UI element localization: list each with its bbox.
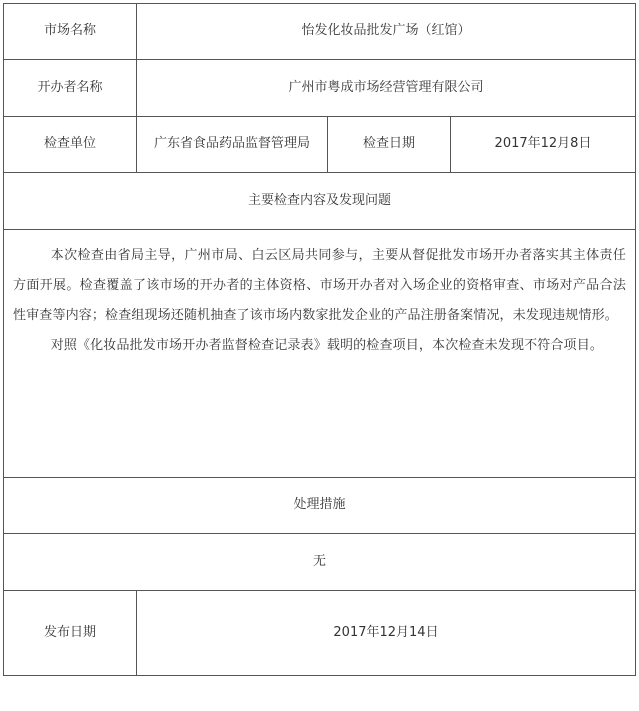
measures-value: 无 [4, 534, 636, 591]
organizer-row [4, 60, 636, 117]
inspection-date-value: 2017年12月8日 [451, 117, 636, 173]
publish-date-label: 发布日期 [4, 591, 137, 676]
publish-date-row [4, 591, 636, 676]
findings-paragraph: 对照《化妆品批发市场开办者监督检查记录表》载明的检查项目，本次检查未发现不符合项目。 [50, 338, 603, 353]
organizer-label: 开办者名称 [4, 60, 137, 117]
measures-value-row [4, 534, 636, 591]
inspection-row [4, 117, 636, 173]
findings-body [4, 230, 636, 478]
findings-heading: 主要检查内容及发现问题 [4, 173, 636, 230]
market-name-label: 市场名称 [4, 4, 137, 60]
findings-paragraph: 本次检查由省局主导，广州市局、白云区局共同参与，主要从督促批发市场开办者落实其主体责任方面开展。检查覆盖了该市场的开办者的主体资格、市场开办者对入场企业的资格审查、市场对产品合法性审查等内容；检查组现场还随机抽查了该市场内数家批发企业的产品注册备案情况，未发现违规情形。 [13, 248, 626, 323]
organizer-value: 广州市粤成市场经营管理有限公司 [137, 60, 636, 117]
measures-heading: 处理措施 [4, 478, 636, 534]
inspection-report-table [3, 3, 636, 676]
market-name-value: 怡发化妆品批发广场（红馆） [137, 4, 636, 60]
inspection-unit-label: 检查单位 [4, 117, 137, 173]
findings-heading-row [4, 173, 636, 230]
inspection-date-label: 检查日期 [328, 117, 451, 173]
publish-date-value: 2017年12月14日 [137, 591, 636, 676]
measures-heading-row [4, 478, 636, 534]
market-name-row [4, 4, 636, 60]
inspection-unit-value: 广东省食品药品监督管理局 [137, 117, 328, 173]
findings-body-row [4, 230, 636, 478]
